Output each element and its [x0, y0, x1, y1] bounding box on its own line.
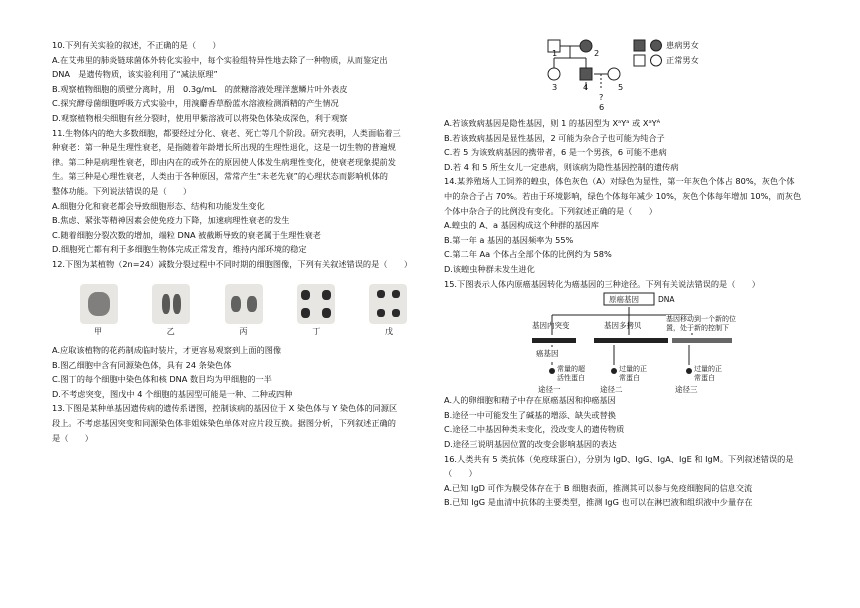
- pedigree-num-6: 6: [599, 102, 605, 112]
- text-line: B.焦虑、紧张等精神因素会使免疫力下降，加速病理性衰老的发生: [52, 215, 290, 226]
- text-line: 是（ ）: [52, 432, 93, 443]
- text-line: C.随着细胞分裂次数的增加，端粒 DNA 被截断导致的衰老属于生理性衰老: [52, 229, 321, 240]
- dna-label: DNA: [658, 295, 675, 305]
- text-line: C.图丁的每个细胞中染色体和核 DNA 数目均为甲细胞的一半: [52, 374, 272, 385]
- text-line: D.不考虑突变，图戊中 4 个细胞的基因型可能是一种、二种或四种: [52, 388, 293, 399]
- text-line: 14.某养殖场人工饲养的蝗虫，体色灰色（A）对绿色为显性，第一年灰色个体占 80%，灰色个体: [444, 176, 795, 187]
- micrograph-jia: [80, 284, 118, 324]
- proto-oncogene-label: 原癌基因: [609, 295, 639, 305]
- text-line: （ ）: [444, 468, 477, 479]
- pathway-1: 途径一: [538, 385, 561, 395]
- text-line: A.人的卵细胞和精子中存在原癌基因和抑癌基因: [444, 395, 616, 406]
- pedigree-question: ?: [599, 92, 604, 102]
- pathway-2: 途径二: [600, 385, 623, 395]
- protein-2: 过量的正常蛋白: [619, 365, 647, 383]
- label-wu: 戊: [385, 326, 393, 336]
- text-line: D.细胞死亡都有利于多细胞生物体完成正常发育，维持内部环境的稳定: [52, 244, 307, 255]
- text-line: 个体中杂合子的比例没有变化。下列叙述正确的是（ ）: [444, 205, 657, 216]
- label-jia: 甲: [94, 326, 102, 336]
- cancer-gene-label: 癌基因: [536, 347, 559, 362]
- text-line: B.第一年 a 基因的基因频率为 55%: [444, 234, 574, 245]
- pedigree-num-3: 3: [552, 82, 558, 92]
- micrograph-bing: [225, 284, 263, 324]
- text-line: B.图乙细胞中含有同源染色体，具有 24 条染色体: [52, 359, 232, 370]
- meiosis-micrographs: [80, 276, 407, 324]
- text-line: C.探究酵母菌细胞呼吸方式实验中，用溴麝香草酚蓝水溶液检测酒精的产生情况: [52, 98, 339, 109]
- label-bing: 丙: [239, 326, 248, 336]
- pedigree-num-5: 5: [618, 82, 624, 92]
- text-line: D.途径三说明基因位置的改变会影响基因的表达: [444, 438, 617, 449]
- left-column: [52, 38, 437, 445]
- micrograph-labels: [94, 325, 393, 340]
- text-line: 11.生物体内的绝大多数细胞，都要经过分化、衰老、死亡等几个阶段。研究表明，人类面临着三: [52, 127, 401, 138]
- text-line: B.若该致病基因是显性基因，2 可能为杂合子也可能为纯合子: [444, 132, 665, 143]
- text-line: 生。第三种是心理性衰老，人类由于各种原因，常常产生“未老先衰”的心理状态而影响机体的: [52, 171, 388, 182]
- text-line: A.在艾弗里的肺炎链球菌体外转化实验中，每个实验组特异性地去除了一种物质，从而鉴定出: [52, 54, 388, 65]
- text-line: A.若该致病基因是隐性基因，则 1 的基因型为 XᵃYᵃ 或 XᵃYᴬ: [444, 118, 661, 128]
- micrograph-wu: [369, 284, 407, 324]
- text-line: 16.人类共有 5 类抗体（免疫球蛋白），分别为 IgD、IgG、IgA、IgE 和 IgM。下列叙述错误的是: [444, 453, 794, 464]
- pathway-3: 途径三: [675, 385, 698, 395]
- branch-copies: 基因多拷贝: [604, 321, 642, 331]
- pedigree-num-1: 1: [552, 48, 558, 58]
- pedigree-chart: [444, 34, 829, 116]
- text-line: D.该蝗虫种群未发生进化: [444, 263, 535, 274]
- text-line: A.应取该植物的花药制成临时装片，才更容易观察到上面的图像: [52, 345, 282, 356]
- branch-relocation: 基因移动到一个新的位置，处于新的控制下: [666, 315, 746, 333]
- text-line: 10.下列有关实验的叙述，不正确的是（ ）: [52, 40, 221, 50]
- text-line: D.若 4 和 5 所生女儿一定患病，则该病为隐性基因控制的遗传病: [444, 161, 679, 172]
- protein-1: 常量的超活性蛋白: [557, 365, 585, 383]
- text-line: C.若 5 为该致病基因的携带者，6 是一个男孩，6 可能不患病: [444, 147, 667, 158]
- pedigree-num-2: 2: [594, 48, 600, 58]
- oncogene-pathway-diagram: [444, 291, 829, 393]
- text-line: 13.下图是某种单基因遗传病的遗传系谱图，控制该病的基因位于 X 染色体与 Y 染色体的同源区: [52, 403, 398, 414]
- text-line: 中的杂合子占 70%。若由于环境影响，绿色个体每年减少 10%，灰色个体每年增加 10%，而灰色: [444, 190, 802, 201]
- label-yi: 乙: [166, 326, 175, 336]
- label-ding: 丁: [312, 326, 321, 336]
- text-line: A.已知 IgD 可作为膜受体存在于 B 细胞表面，推测其可以参与免疫细胞间的信息交流: [444, 482, 753, 493]
- text-line: 15.下图表示人体内原癌基因转化为癌基因的三种途径。下列有关说法错误的是（ ）: [444, 278, 760, 289]
- text-line: C.途径二中基因种类未变化，没改变人的遗传物质: [444, 424, 625, 435]
- text-line: A.蝗虫的 A、a 基因构成这个种群的基因库: [444, 220, 599, 231]
- branch-mutation: 基因内突变: [532, 321, 570, 331]
- text-line: B.观察植物细胞的质壁分离时，用 0.3g/mL 的蔗糖溶液处理洋葱鳞片叶外表皮: [52, 83, 348, 94]
- micrograph-yi: [152, 284, 190, 324]
- text-line: 律。第二种是病理性衰老，即由内在的或外在的原因使人体发生病理性变化，使衰老现象提前发: [52, 156, 396, 167]
- text-line: B.已知 IgG 是血清中抗体的主要类型，推测 IgG 也可以在淋巴液和组织液中少量存在: [444, 497, 753, 508]
- text-line: 整体功能。下列说法错误的是（ ）: [52, 185, 192, 196]
- text-line: B.途径一中可能发生了碱基的增添、缺失或替换: [444, 409, 616, 420]
- text-line: 12.下图为某植物（2n=24）减数分裂过程中不同时期的细胞图像，下列有关叙述错误的是（ ）: [52, 258, 413, 269]
- protein-3: 过量的正常蛋白: [694, 365, 722, 383]
- text-line: 种衰老：第一种是生理性衰老，是指随着年龄增长所出现的生理性退化，这是一切生物的普遍规: [52, 142, 396, 153]
- right-column: [444, 34, 829, 510]
- text-line: DNA 是遗传物质，该实验利用了“减法原理”: [52, 69, 218, 80]
- legend-affected: 患病男女: [666, 40, 699, 50]
- text-line: C.第二年 Aa 个体占全部个体的比例约为 58%: [444, 249, 612, 260]
- text-line: A.细胞分化和衰老都会导致细胞形态、结构和功能发生变化: [52, 200, 265, 211]
- micrograph-ding: [297, 284, 335, 324]
- text-line: D.观察植物根尖细胞有丝分裂时，使用甲紫溶液可以将染色体染成深色，利于观察: [52, 112, 348, 123]
- text-line: 段上。不考虑基因突变和同源染色体非姐妹染色单体对应片段互换。据图分析，下列叙述正确的: [52, 418, 396, 429]
- pedigree-num-4: 4: [583, 82, 589, 92]
- legend-normal: 正常男女: [666, 55, 699, 65]
